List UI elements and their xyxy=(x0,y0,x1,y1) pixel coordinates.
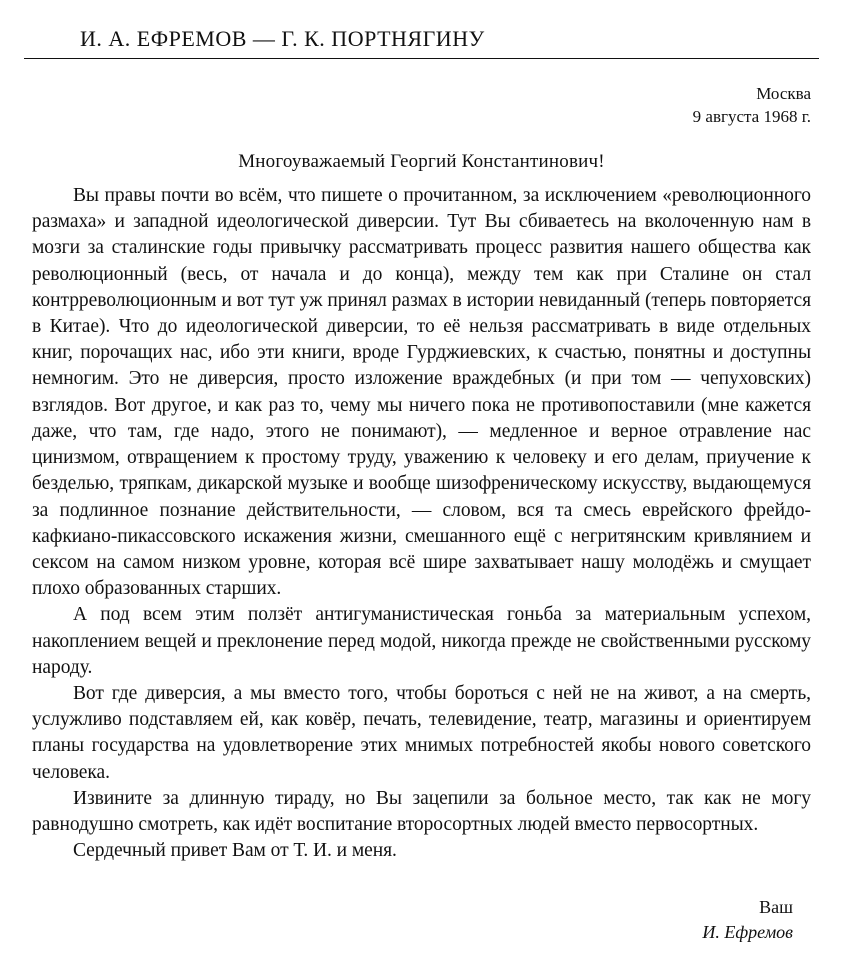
place-line: Москва xyxy=(756,84,811,103)
closing-block xyxy=(24,895,819,945)
paragraph: Извините за длинную тираду, но Вы зацепили за больное место, так как не могу равнодушно смотреть, как идёт воспитание второсортных людей вместо первосортных. xyxy=(32,787,811,836)
document-header xyxy=(24,26,819,59)
valediction: Ваш xyxy=(759,896,793,917)
date-line: 9 августа 1968 г. xyxy=(692,106,811,126)
paragraph: Вы правы почти во всём, что пишете о прочитанном, за исключением «революционного размаха» и западной идеологической диверсии. Тут Вы сбиваетесь на вколоченную нам в мозги за сталинские годы привычку рассматривать процесс развития нашего общества как революционный (весь, от начала и до конца), между тем как при Сталине он стал контрреволюционным и вот тут уж принял размах в истории невиданный (теперь повторяется в Китае). Что до идеологической диверсии, то её нельзя рассматривать в виде отдельных книг, порочащих нас, ибо эти книги, вроде Гурджиевских, к счастью, понятны и доступны немногим. Это не диверсия, просто изложение враждебных (и при том — чепуховских) взглядов. Вот другое, и как раз то, чему мы ничего пока не противопоставили (мне кажется даже, что там, где надо, этого не понимают), — медленное и верное отравление нас цинизмом, отвращением к простому труду, уважению к человеку и его делам, приучение к безделью, тряпкам, дикарской музыке и вообще шизофреническому искусству, выдающемуся за подлинное познание действительности, — словом, вся та смесь еврейского фрейдо-кафкиано-пикассовского искажения жизни, смешанного ещё с негритянским кривлянием и сексом на самом низком уровне, которая всё шире захватывает нашу молодёжь и смущает плохо образованных старших. xyxy=(32,184,811,600)
header-divider xyxy=(24,58,819,59)
salutation: Многоуважаемый Георгий Константинович! xyxy=(238,150,605,172)
place-date-block xyxy=(24,83,819,129)
paragraph: Сердечный привет Вам от Т. И. и меня. xyxy=(72,840,397,862)
signature: И. Ефремов xyxy=(702,921,793,942)
letter-body xyxy=(24,183,819,865)
page-title: И. А. ЕФРЕМОВ — Г. К. ПОРТНЯГИНУ xyxy=(80,26,485,51)
paragraph: А под всем этим ползёт антигуманистическая гоньба за материальным успехом, накоплением вещей и преклонение перед модой, никогда прежде не свойственными русскому народу. xyxy=(32,604,811,678)
paragraph: Вот где диверсия, а мы вместо того, чтобы бороться с ней не на живот, а на смерть, услужливо подставляем ей, как ковёр, печать, телевидение, театр, магазины и ориентируем планы государства на удовлетворение этих мнимых потребностей якобы нового советского человека. xyxy=(32,683,811,783)
